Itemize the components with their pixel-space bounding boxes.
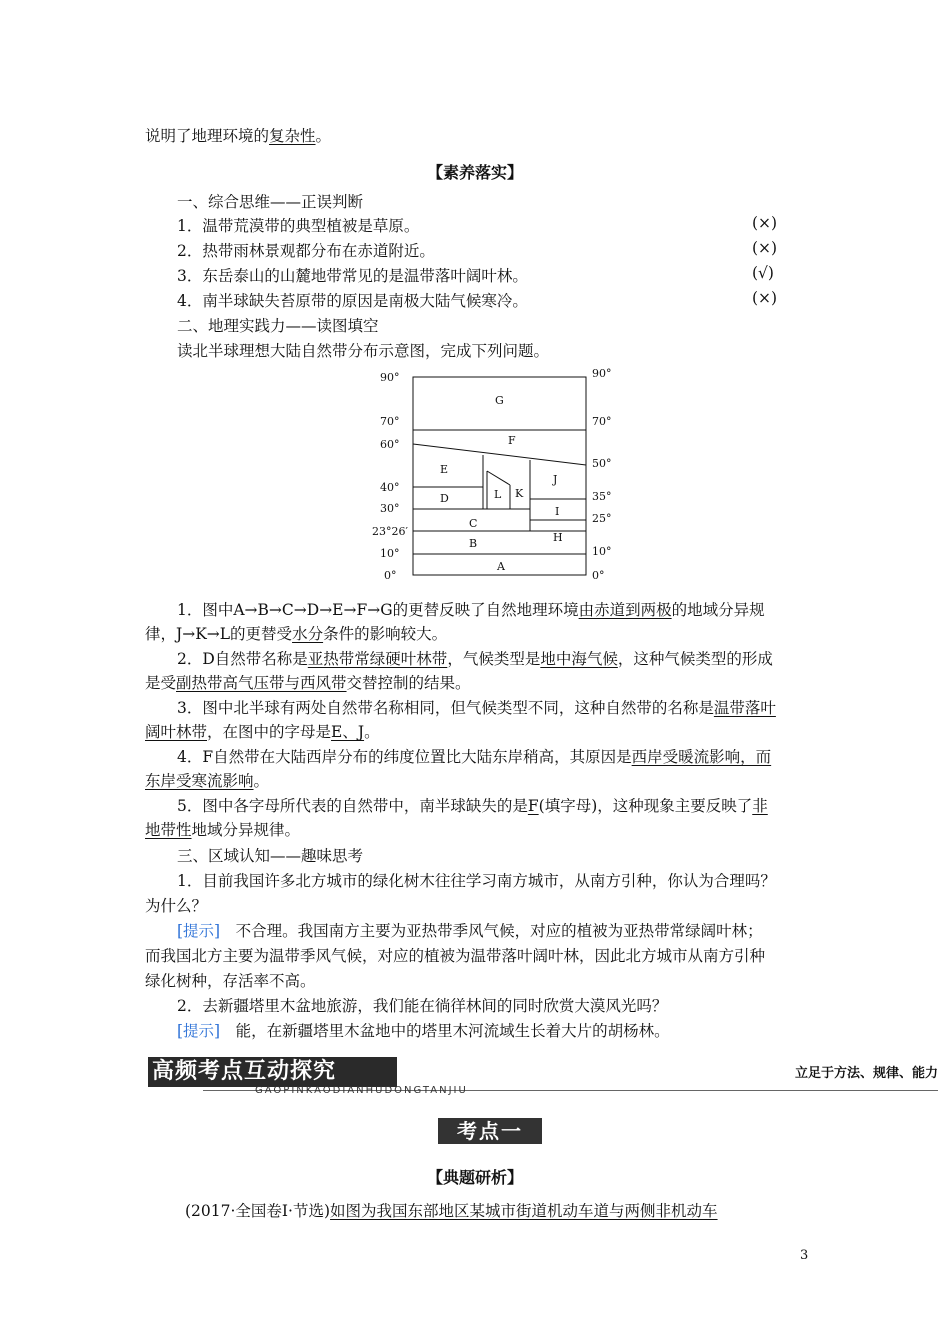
q3-line2: 阔叶林带，在图中的字母是E、J。 [145,723,380,741]
part3-ans2: [提示] 能，在新疆塔里木盆地中的塔里木河流域生长着大片的胡杨林。 [177,1022,670,1040]
judge-item-3: 3．东岳泰山的山麓地带常见的是温带落叶阔叶林。 [177,267,528,285]
banner-title: 高频考点互动探究 [148,1057,397,1087]
kaodian-title: 考点一 [438,1118,542,1144]
lat-right-70: 70° [592,415,612,428]
zone-H: H [553,531,563,544]
part3-ans1-line1: [提示] 不合理。我国南方主要为亚热带季风气候，对应的植被为亚热带常绿阔叶林； [177,922,763,940]
sub-section-title: 【典题研析】 [426,1168,523,1187]
zone-F: F [508,434,516,447]
section-title: 【素养落实】 [426,163,523,182]
lat-right-35: 35° [592,490,612,503]
banner-pinyin: GAOPINKAODIANHUDONGTANJIU [255,1085,468,1096]
zone-D: D [440,492,449,505]
lat-left-70: 70° [380,415,400,428]
lat-right-25: 25° [592,512,612,525]
page-number: 3 [800,1248,809,1263]
part3-ans1-line2: 而我国北方主要为温带季风气候，对应的植被为温带落叶阔叶林，因此北方城市从南方引种 [145,947,766,965]
part3-q1-line2: 为什么？ [145,897,208,915]
part2-title: 二、地理实践力——读图填空 [177,317,379,335]
lat-left-0: 0° [384,569,397,582]
lat-left-2326: 23°26′ [372,525,408,538]
part3-ans1-line3: 绿化树种，存活率不高。 [145,972,316,990]
judge-mark-2: (×) [752,239,778,257]
q5-line1: 5．图中各字母所代表的自然带中，南半球缺失的是F(填字母)，这种现象主要反映了非 [177,797,768,815]
hint-label: [提示] [177,1022,221,1040]
q4-line2: 东岸受寒流影响。 [145,772,270,790]
zone-L: L [494,488,502,501]
q2-line1: 2．D自然带名称是亚热带常绿硬叶林带，气候类型是地中海气候，这种气候类型的形成 [177,650,773,668]
zone-A: A [497,560,505,573]
judge-item-2: 2．热带雨林景观都分布在赤道附近。 [177,242,435,260]
part2-lead: 读北半球理想大陆自然带分布示意图，完成下列问题。 [177,342,550,360]
section-banner [148,1057,938,1087]
judge-mark-3: (√) [752,264,774,282]
lat-right-10: 10° [592,545,612,558]
judge-mark-1: (×) [752,214,778,232]
lat-left-60: 60° [380,438,400,451]
exam-source-line: (2017·全国卷Ⅰ·节选)如图为我国东部地区某城市街道机动车道与两侧非机动车 [185,1202,718,1220]
hint-label: [提示] [177,922,221,940]
q3-line1: 3．图中北半球有两处自然带名称相同，但气候类型不同，这种自然带的名称是温带落叶 [177,699,776,717]
q1-line1: 1．图中A→B→C→D→E→F→G的更替反映了自然地理环境由赤道到两极的地域分异规 [177,601,765,619]
natural-zone-diagram [370,365,620,585]
lat-right-50: 50° [592,457,612,470]
zone-J: J [553,473,558,486]
zone-C: C [469,517,478,530]
lat-left-10: 10° [380,547,400,560]
zone-B: B [469,537,478,550]
q1-line2: 律，J→K→L的更替受水分条件的影响较大。 [145,625,448,643]
q5-line2: 地带性地域分异规律。 [145,821,301,839]
lat-right-90: 90° [592,367,612,380]
intro-line: 说明了地理环境的复杂性。 [145,127,332,145]
part3-q1-line1: 1．目前我国许多北方城市的绿化树木往往学习南方城市，从南方引种，你认为合理吗？ [177,872,776,890]
part1-title: 一、综合思维——正误判断 [177,193,364,211]
lat-right-0: 0° [592,569,605,582]
zone-K: K [515,487,524,500]
lat-left-90: 90° [380,371,400,384]
judge-mark-4: (×) [752,289,778,307]
zone-G: G [495,394,504,407]
judge-item-4: 4．南半球缺失苔原带的原因是南极大陆气候寒冷。 [177,292,528,310]
q2-line2: 是受副热带高气压带与西风带交替控制的结果。 [145,674,471,692]
zone-I: I [555,505,560,518]
banner-subtitle: 立足于方法、规律、能力 [794,1066,938,1081]
zone-E: E [440,463,449,476]
lat-left-30: 30° [380,502,400,515]
q4-line1: 4．F自然带在大陆西岸分布的纬度位置比大陆东岸稍高，其原因是西岸受暖流影响，而 [177,748,772,766]
part3-q2: 2．去新疆塔里木盆地旅游，我们能在徜徉林间的同时欣赏大漠风光吗？ [177,997,668,1015]
lat-left-40: 40° [380,481,400,494]
judge-item-1: 1．温带荒漠带的典型植被是草原。 [177,217,420,235]
part3-title: 三、区域认知——趣味思考 [177,847,364,865]
